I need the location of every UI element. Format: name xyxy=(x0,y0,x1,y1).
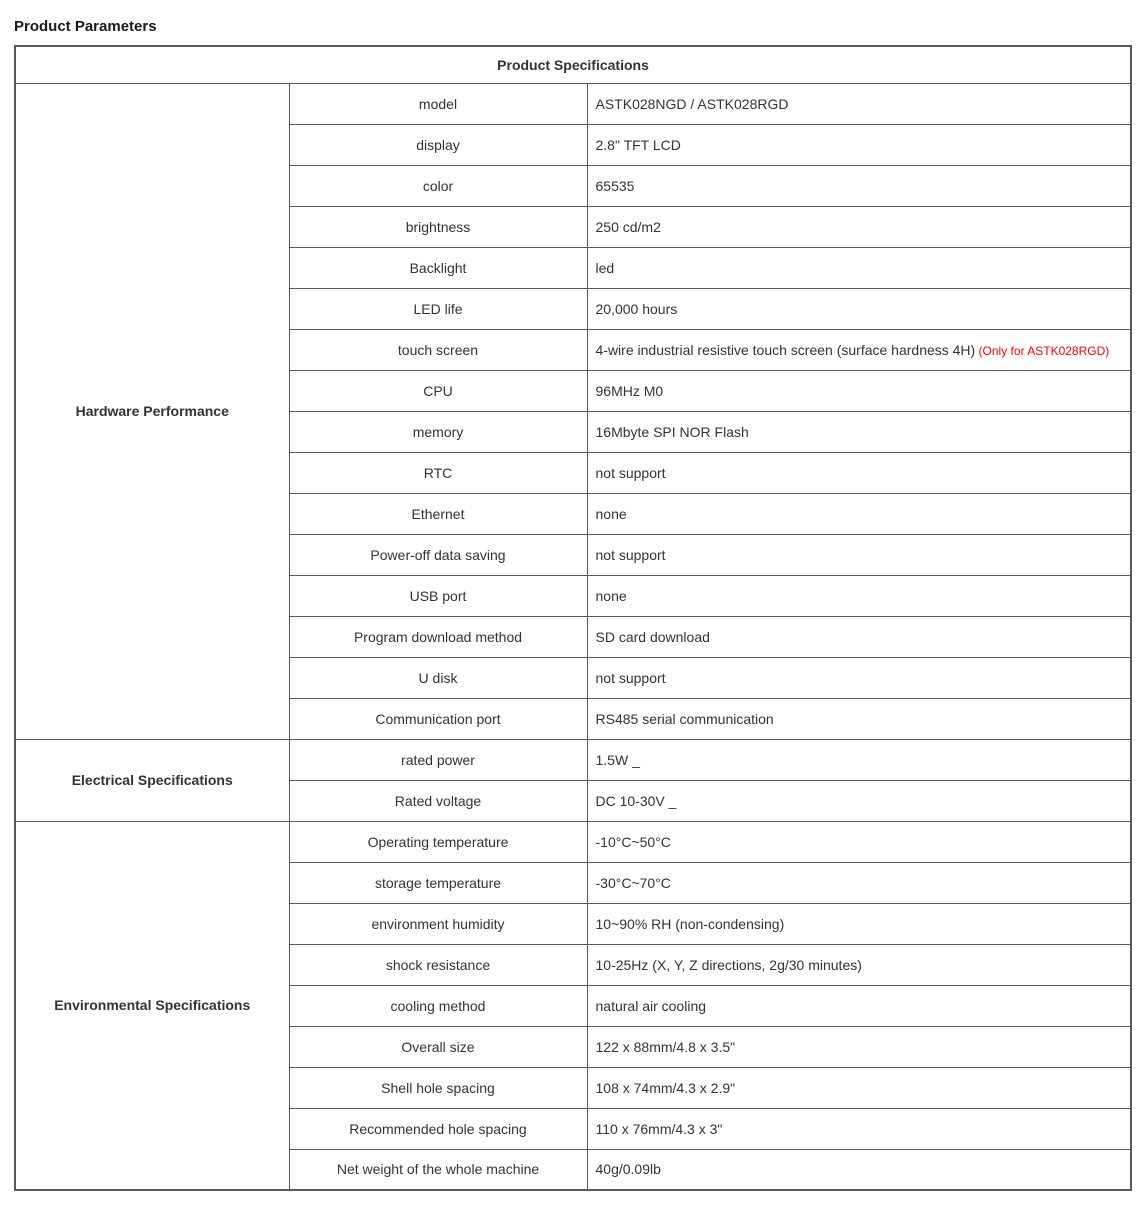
param-value-text: 108 x 74mm/4.3 x 2.9" xyxy=(595,1079,736,1096)
table-header-row xyxy=(15,46,1131,83)
param-name: color xyxy=(289,165,587,206)
param-value-text: 110 x 76mm/4.3 x 3" xyxy=(595,1120,723,1137)
param-value-text: 20,000 hours xyxy=(595,300,678,317)
section-label: Electrical Specifications xyxy=(15,739,289,821)
param-value xyxy=(587,206,1131,247)
param-name: Net weight of the whole machine xyxy=(289,1149,587,1190)
param-value-text: -10°C~50°C xyxy=(595,833,671,850)
param-name: touch screen xyxy=(289,329,587,370)
param-name: display xyxy=(289,124,587,165)
param-name: USB port xyxy=(289,575,587,616)
param-value-text: -30°C~70°C xyxy=(595,874,671,891)
param-value xyxy=(587,534,1131,575)
param-value xyxy=(587,944,1131,985)
section-label: Environmental Specifications xyxy=(15,821,289,1190)
param-name: Recommended hole spacing xyxy=(289,1108,587,1149)
param-value-text: none xyxy=(595,505,627,522)
param-value-text: led xyxy=(595,259,615,276)
param-value xyxy=(587,1108,1131,1149)
param-value-text: 96MHz M0 xyxy=(595,382,664,399)
param-value-text: not support xyxy=(595,464,666,481)
table-row xyxy=(15,821,1131,862)
param-name: shock resistance xyxy=(289,944,587,985)
param-name: RTC xyxy=(289,452,587,493)
param-value xyxy=(587,780,1131,821)
param-value xyxy=(587,288,1131,329)
param-value-text: 16Mbyte SPI NOR Flash xyxy=(595,423,749,440)
param-name: cooling method xyxy=(289,985,587,1026)
param-name: Rated voltage xyxy=(289,780,587,821)
param-value xyxy=(587,1067,1131,1108)
param-value xyxy=(587,411,1131,452)
param-value xyxy=(587,83,1131,124)
param-name: CPU xyxy=(289,370,587,411)
param-value-text: not support xyxy=(595,669,666,686)
param-name: Ethernet xyxy=(289,493,587,534)
table-header: Product Specifications xyxy=(15,46,1131,83)
param-value xyxy=(587,370,1131,411)
param-value-text: DC 10-30V _ xyxy=(595,792,677,809)
param-value xyxy=(587,124,1131,165)
param-name: Operating temperature xyxy=(289,821,587,862)
param-value-text: ASTK028NGD / ASTK028RGD xyxy=(595,95,789,112)
param-value xyxy=(587,247,1131,288)
spec-table-body xyxy=(15,46,1131,1190)
param-value-text: natural air cooling xyxy=(595,997,707,1014)
param-name: U disk xyxy=(289,657,587,698)
param-name: Communication port xyxy=(289,698,587,739)
param-name: Power-off data saving xyxy=(289,534,587,575)
param-name: storage temperature xyxy=(289,862,587,903)
param-value-text: 10~90% RH (non-condensing) xyxy=(595,915,785,932)
param-value xyxy=(587,862,1131,903)
param-value xyxy=(587,739,1131,780)
param-value xyxy=(587,165,1131,206)
param-value xyxy=(587,903,1131,944)
param-value-text: 4-wire industrial resistive touch screen (surface hardness 4H) xyxy=(595,341,976,358)
param-value-text: none xyxy=(595,587,627,604)
section-label: Hardware Performance xyxy=(15,83,289,739)
param-name: Shell hole spacing xyxy=(289,1067,587,1108)
param-name: Program download method xyxy=(289,616,587,657)
param-value-text: RS485 serial communication xyxy=(595,710,774,727)
param-value xyxy=(587,698,1131,739)
param-value-text: not support xyxy=(595,546,666,563)
param-name: brightness xyxy=(289,206,587,247)
param-value-text: 122 x 88mm/4.8 x 3.5" xyxy=(595,1038,736,1055)
param-value xyxy=(587,1149,1131,1190)
param-value-text: SD card download xyxy=(595,628,710,645)
param-name: Overall size xyxy=(289,1026,587,1067)
param-value xyxy=(587,985,1131,1026)
param-value-text: 1.5W _ xyxy=(595,751,640,768)
param-value xyxy=(587,1026,1131,1067)
param-name: memory xyxy=(289,411,587,452)
param-name: environment humidity xyxy=(289,903,587,944)
param-value xyxy=(587,821,1131,862)
param-value xyxy=(587,657,1131,698)
param-value-text: 65535 xyxy=(595,177,635,194)
product-spec-table xyxy=(14,45,1132,1191)
param-name: LED life xyxy=(289,288,587,329)
param-value-text: 2.8" TFT LCD xyxy=(595,136,681,153)
table-row xyxy=(15,739,1131,780)
param-value xyxy=(587,575,1131,616)
value-note: (Only for ASTK028RGD) xyxy=(975,343,1110,358)
page-title: Product Parameters xyxy=(14,18,157,35)
param-name: rated power xyxy=(289,739,587,780)
param-name: Backlight xyxy=(289,247,587,288)
param-value xyxy=(587,329,1131,370)
param-value xyxy=(587,493,1131,534)
param-value-text: 250 cd/m2 xyxy=(595,218,661,235)
param-value xyxy=(587,616,1131,657)
param-name: model xyxy=(289,83,587,124)
param-value xyxy=(587,452,1131,493)
param-value-text: 40g/0.09lb xyxy=(595,1161,661,1178)
param-value-text: 10-25Hz (X, Y, Z directions, 2g/30 minutes) xyxy=(595,956,862,973)
table-row xyxy=(15,83,1131,124)
